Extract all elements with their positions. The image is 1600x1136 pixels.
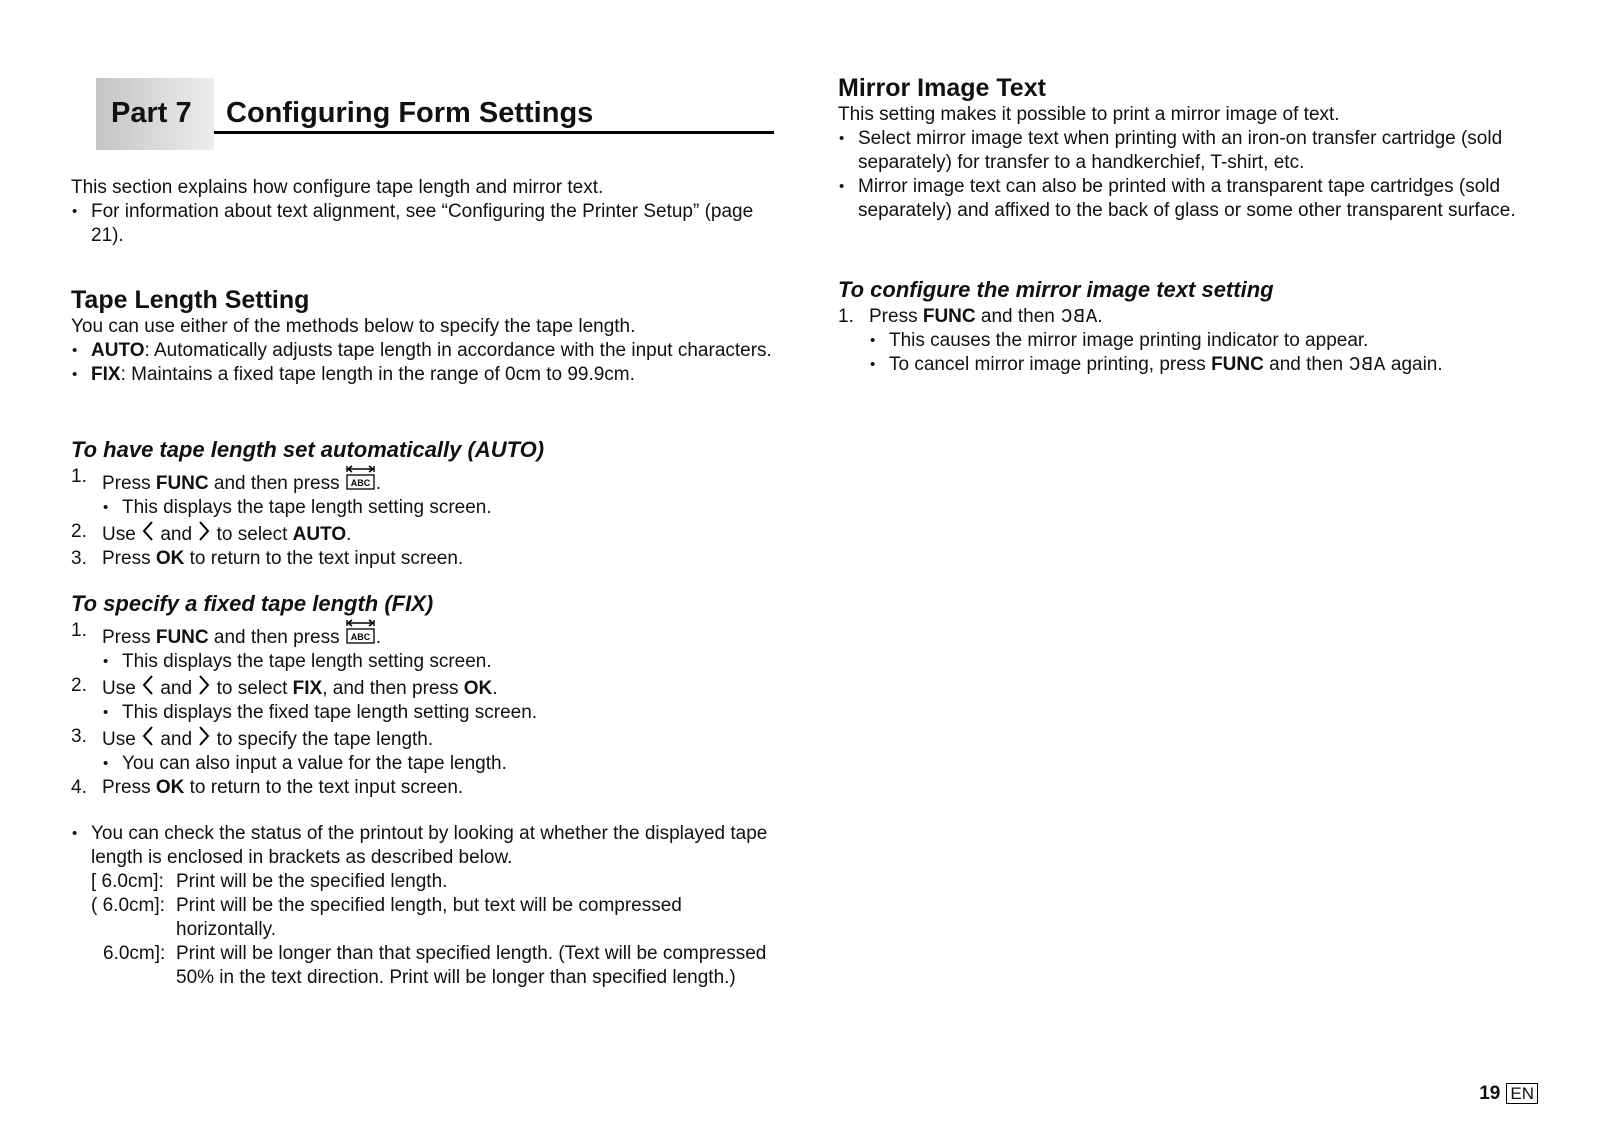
fix-bullet: • FIX: Maintains a fixed tape length in the range of 0cm to 99.9cm. [71, 363, 786, 387]
page-footer [1479, 1082, 1538, 1106]
page-number: 19 [1479, 1083, 1501, 1104]
mirror-step-1-note-1: • This causes the mirror image printing indicator to appear. [869, 329, 1548, 353]
bracket-tag: [ 6.0cm]: [91, 871, 164, 892]
right-arrow-icon [198, 725, 210, 747]
fix-step-3-note: • You can also input a value for the tape length. [102, 752, 786, 776]
mirror-bullet-2: • Mirror image text can also be printed with a transparent tape cartridges (sold separately) and affixed to the back of glass or some other transparent surface. [838, 175, 1548, 223]
bracket-row [91, 942, 786, 990]
left-arrow-icon [142, 520, 154, 542]
intro-bullet: • For information about text alignment, see “Configuring the Printer Setup” (page 21). [71, 200, 786, 248]
mirror-procedure-heading: To configure the mirror image text setting [838, 277, 1274, 302]
fix-step-3: 3. Use and to specify the tape length. [71, 726, 434, 750]
fix-step-2: 2. Use and to select FIX, and then press OK. [71, 675, 498, 699]
svg-text:ABC: ABC [350, 478, 371, 488]
language-badge: EN [1506, 1083, 1538, 1104]
mirror-abc-key-icon: ABC [1060, 306, 1098, 328]
bracket-desc: Print will be the specified length. [176, 871, 448, 892]
bracket-row [91, 894, 786, 942]
bracket-tag: ( 6.0cm]: [91, 895, 165, 916]
status-section [71, 822, 786, 990]
mirror-step-1: 1. Press FUNC and then ABC. [838, 306, 1103, 328]
tape-length-text: You can use either of the methods below to specify the tape length. [71, 316, 636, 337]
tape-length-section [71, 285, 786, 387]
intro-text: This section explains how configure tape length and mirror text. [71, 177, 604, 198]
mirror-procedure [838, 276, 1548, 377]
auto-procedure-heading: To have tape length set automatically (AUTO) [71, 437, 545, 462]
fix-step-4: 4. Press OK to return to the text input screen. [71, 777, 464, 798]
mirror-abc-key-icon: ABC [1348, 354, 1386, 376]
intro-section [71, 176, 786, 248]
status-bullet: • You can check the status of the printout by looking at whether the displayed tape length is enclosed in brackets as described below. [71, 822, 786, 870]
bracket-tag: 6.0cm]: [103, 943, 166, 964]
auto-step-1-note: • This displays the tape length setting screen. [102, 496, 786, 520]
right-arrow-icon [198, 674, 210, 696]
auto-step-2: 2. Use and to select AUTO. [71, 521, 352, 545]
svg-text:ABC: ABC [350, 632, 371, 642]
page-title: Configuring Form Settings [226, 97, 594, 129]
mirror-text: This setting makes it possible to print a mirror image of text. [838, 104, 1340, 125]
auto-procedure [71, 436, 786, 571]
title-underline [214, 131, 774, 134]
mirror-heading: Mirror Image Text [838, 74, 1046, 102]
left-arrow-icon [142, 725, 154, 747]
tape-length-key-icon [346, 465, 375, 491]
fix-procedure-heading: To specify a fixed tape length (FIX) [71, 591, 434, 616]
auto-bullet: • AUTO: Automatically adjusts tape length in accordance with the input characters. [71, 339, 786, 363]
tape-length-key-icon [346, 619, 375, 645]
fix-step-1-note: • This displays the tape length setting screen. [102, 650, 786, 674]
bracket-desc: Print will be the specified length, but text will be compressed horizontally. [176, 895, 682, 940]
fix-step-2-note: • This displays the fixed tape length setting screen. [102, 701, 786, 725]
mirror-step-1-note-2: • To cancel mirror image printing, press FUNC and then ABC again. [869, 353, 1548, 377]
right-arrow-icon [198, 520, 210, 542]
fix-procedure [71, 590, 786, 800]
auto-step-1: 1. Press FUNC and then press ABC . [71, 466, 382, 494]
tape-length-heading: Tape Length Setting [71, 286, 310, 314]
mirror-section [838, 73, 1548, 223]
bracket-desc: Print will be longer than that specified length. (Text will be compressed 50% in the text direction. Print will be longer than specified length.) [176, 943, 767, 988]
left-arrow-icon [142, 674, 154, 696]
fix-step-1: 1. Press FUNC and then press ABC . [71, 620, 382, 648]
bracket-table [91, 870, 786, 990]
auto-step-3: 3. Press OK to return to the text input screen. [71, 548, 464, 569]
bracket-row [91, 870, 786, 894]
part-label: Part 7 [111, 97, 192, 129]
mirror-bullet-1: • Select mirror image text when printing with an iron-on transfer cartridge (sold separately) for transfer to a handkerchief, T-shirt, etc. [838, 127, 1548, 175]
